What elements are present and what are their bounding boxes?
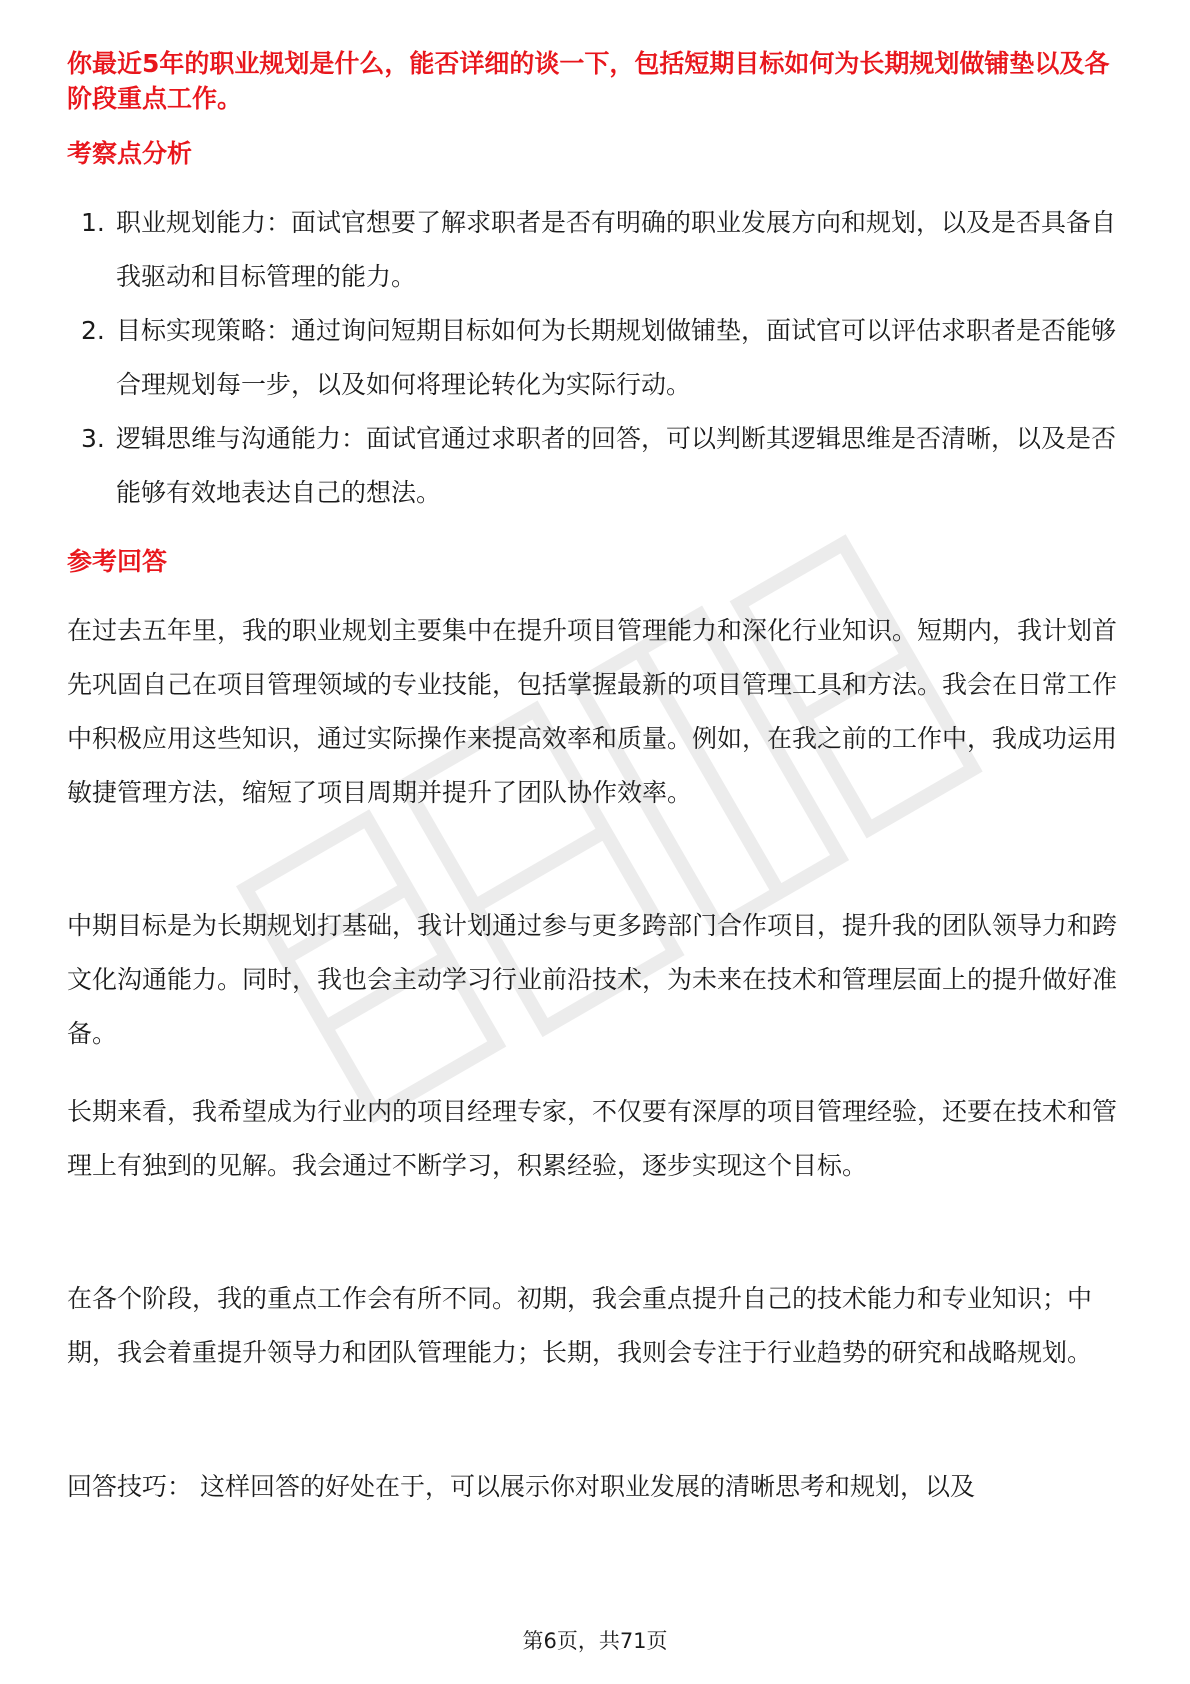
analysis-item-text: 逻辑思维与沟通能力：面试官通过求职者的回答，可以判断其逻辑思维是否清晰，以及是否能够有效地表达自己的想法。	[116, 424, 1117, 507]
analysis-item	[67, 412, 1127, 520]
analysis-list	[67, 196, 1127, 520]
question-title: 你最近5年的职业规划是什么，能否详细的谈一下，包括短期目标如何为长期规划做铺垫以及各阶段重点工作。	[67, 49, 1110, 113]
analysis-item	[67, 304, 1127, 412]
answer-paragraph: 在各个阶段，我的重点工作会有所不同。初期，我会重点提升自己的技术能力和专业知识；中期，我会着重提升领导力和团队管理能力；长期，我则会专注于行业趋势的研究和战略规划。	[67, 1284, 1093, 1367]
analysis-item-text: 职业规划能力：面试官想要了解求职者是否有明确的职业发展方向和规划，以及是否具备自我驱动和目标管理的能力。	[116, 208, 1117, 291]
analysis-item-text: 目标实现策略：通过询问短期目标如何为长期规划做铺垫，面试官可以评估求职者是否能够合理规划每一步，以及如何将理论转化为实际行动。	[116, 316, 1117, 399]
answer-paragraph: 中期目标是为长期规划打基础，我计划通过参与更多跨部门合作项目，提升我的团队领导力和跨文化沟通能力。同时，我也会主动学习行业前沿技术，为未来在技术和管理层面上的提升做好准备。	[67, 911, 1118, 1048]
analysis-item-number: 2.	[81, 316, 105, 345]
analysis-item-number: 3.	[81, 424, 105, 453]
answer-paragraph: 长期来看，我希望成为行业内的项目经理专家，不仅要有深厚的项目管理经验，还要在技术和管理上有独到的见解。我会通过不断学习，积累经验，逐步实现这个目标。	[67, 1097, 1118, 1180]
analysis-item-number: 1.	[81, 208, 105, 237]
analysis-heading: 考察点分析	[67, 139, 193, 168]
page-footer: 第6页，共71页	[522, 1629, 668, 1653]
answer-heading: 参考回答	[67, 547, 168, 576]
analysis-item	[67, 196, 1127, 304]
answer-paragraph: 在过去五年里，我的职业规划主要集中在提升项目管理能力和深化行业知识。短期内，我计划首先巩固自己在项目管理领域的专业技能，包括掌握最新的项目管理工具和方法。我会在日常工作中积极应用这些知识，通过实际操作来提高效率和质量。例如，在我之前的工作中，我成功运用敏捷管理方法，缩短了项目周期并提升了团队协作效率。	[67, 616, 1118, 807]
answer-tips: 回答技巧： 这样回答的好处在于，可以展示你对职业发展的清晰思考和规划，以及	[67, 1472, 975, 1501]
